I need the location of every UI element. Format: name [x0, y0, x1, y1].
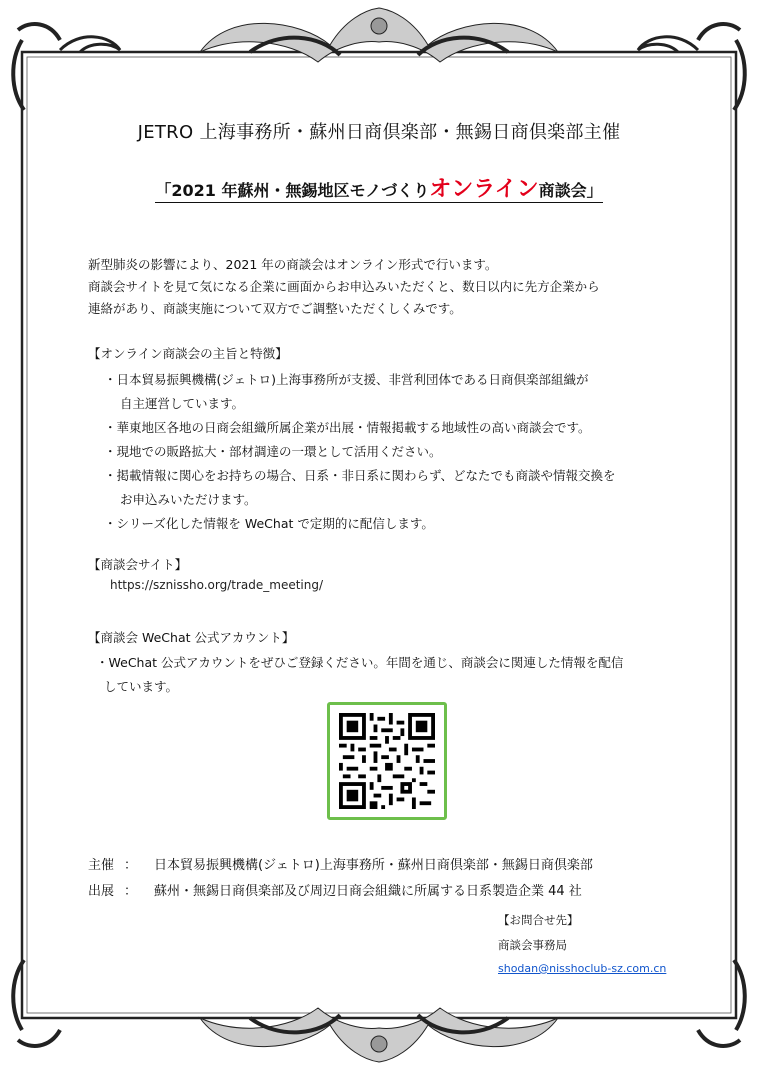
organizer-value: 日本貿易振興機構(ジェトロ)上海事務所・蘇州日商倶楽部・無錫日商倶楽部: [154, 858, 593, 873]
contact-email-link[interactable]: shodan@nisshoclub-sz.com.cn: [498, 962, 667, 975]
site-heading: 【商談会サイト】: [88, 557, 188, 572]
intro-line: 連絡があり、商談実施について双方でご調整いただくしくみです。: [88, 301, 462, 316]
feature-item: ・掲載情報に関心をお持ちの場合、日系・非日系に関わらず、どなたでも商談や情報交換を: [104, 468, 616, 483]
title-highlight: オンライン: [429, 177, 539, 202]
feature-item-cont: 自主運営しています。: [120, 396, 245, 411]
title-post: 商談会」: [538, 181, 603, 200]
site-url: https://sznissho.org/trade_meeting/: [110, 578, 324, 592]
feature-item: ・現地での販路拡大・部材調達の一環として活用ください。: [104, 444, 442, 459]
organizer-row: [88, 854, 593, 873]
feature-item: ・華東地区各地の日商会組織所属企業が出展・情報掲載する地域性の高い商談会です。: [104, 420, 591, 435]
wechat-line: しています。: [104, 679, 179, 694]
feature-item: ・シリーズ化した情報を WeChat で定期的に配信します。: [104, 516, 434, 531]
contact-heading: 【お問合せ先】: [498, 913, 579, 927]
exhibitor-label: 出展: [88, 884, 115, 899]
features-heading: 【オンライン商談会の主旨と特徴】: [88, 346, 288, 361]
feature-item-cont: お申込みいただけます。: [120, 492, 257, 507]
exhibitor-row: [88, 880, 582, 899]
top-ornament-icon: [60, 8, 698, 62]
intro-line: 新型肺炎の影響により、2021 年の商談会はオンライン形式で行います。: [88, 257, 498, 272]
intro-paragraph: [88, 254, 688, 320]
contact-office: 商談会事務局: [498, 938, 567, 952]
wechat-heading: 【商談会 WeChat 公式アカウント】: [88, 630, 295, 645]
wechat-line: ・WeChat 公式アカウントをぜひご登録ください。年間を通じ、商談会に関連した情報を配信: [96, 655, 624, 670]
title-pre: 「2021 年蘇州・無錫地区モノづくり: [155, 181, 430, 200]
organizer-colon: ：: [124, 858, 138, 873]
feature-item: ・日本貿易振興機構(ジェトロ)上海事務所が支援、非営利団体である日商倶楽部組織が: [104, 372, 589, 387]
exhibitor-value: 蘇州・無錫日商倶楽部及び周辺日商会組織に所属する日系製造企業 44 社: [154, 884, 582, 899]
organizer-header: JETRO 上海事務所・蘇州日商倶楽部・無錫日商倶楽部主催: [137, 122, 621, 143]
intro-line: 商談会サイトを見て気になる企業に画面からお申込みいただくと、数日以内に先方企業から: [88, 279, 600, 294]
wechat-qr-code: [327, 702, 447, 820]
bottom-ornament-icon: [200, 1008, 558, 1062]
event-title: [60, 172, 698, 203]
organizer-label: 主催: [88, 858, 115, 873]
qr-code-icon: [339, 713, 435, 809]
exhibitor-colon: ：: [124, 884, 138, 899]
